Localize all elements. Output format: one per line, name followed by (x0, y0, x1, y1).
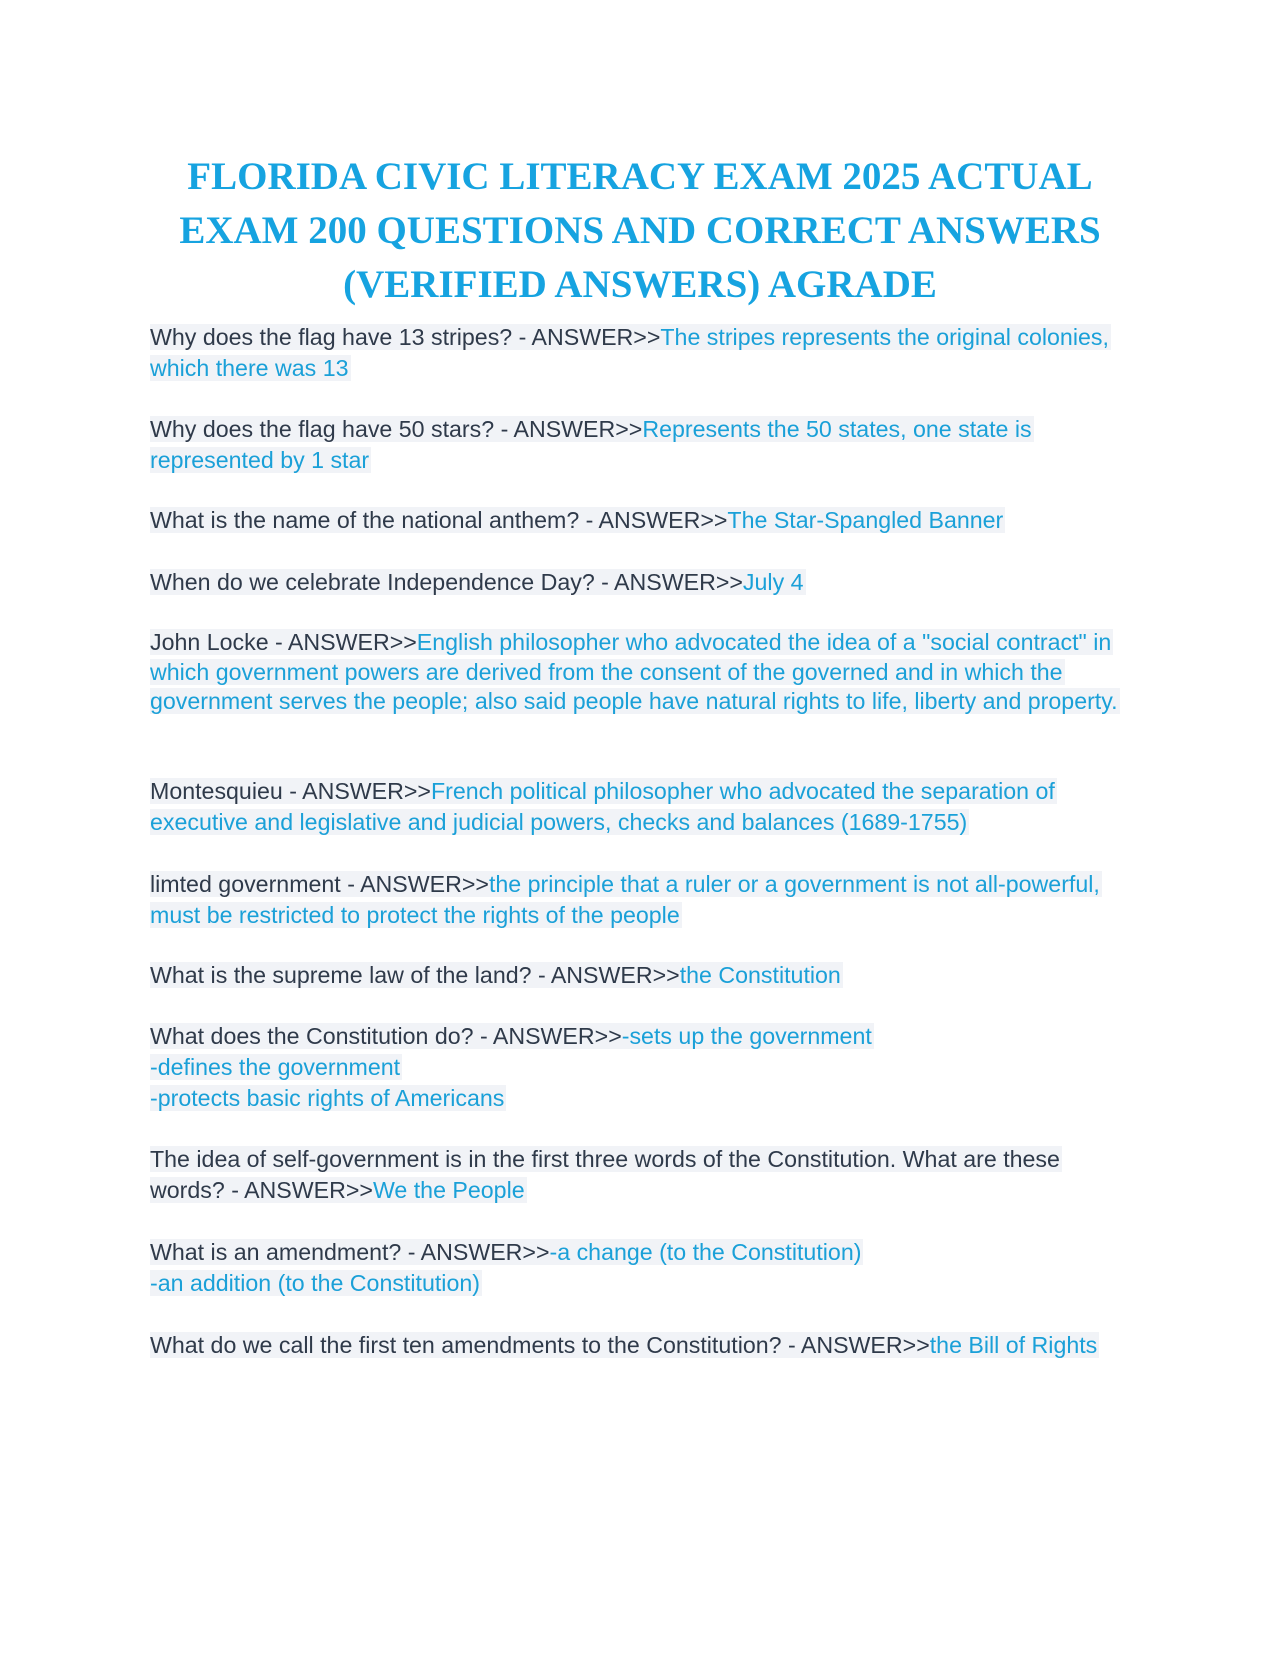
answer-text: French political philosopher who advocated the separation of executive and legislative and judicial powers, checks and balances (1689-1755) (150, 778, 1055, 835)
qa-item-constitution-purpose (150, 1021, 1140, 1114)
qa-item-amendment (150, 1237, 1140, 1299)
qa-item-flag-stars (150, 414, 1140, 476)
question-text: limted government (150, 871, 341, 897)
answer-marker: - ANSWER>> (340, 871, 489, 897)
question-text: When do we celebrate Independence Day? (150, 569, 595, 595)
question-text: What does the Constitution do? (150, 1023, 474, 1049)
qa-highlight (150, 324, 1111, 381)
answer-marker: - ANSWER>> (512, 324, 661, 350)
answer-text: July 4 (742, 569, 804, 595)
qa-item-self-government (150, 1144, 1140, 1206)
answer-text: The stripes represents the original colonies, which there was 13 (150, 324, 1109, 381)
qa-highlight (150, 629, 1120, 714)
answer-marker: - ANSWER>> (594, 569, 743, 595)
answer-marker: - ANSWER>> (531, 962, 680, 988)
answer-text: English philosopher who advocated the idea of a "social contract" in which government powers are derived from the consent of the governed and in which the government serves the people; also said people have natural rights to life, liberty and property. (150, 629, 1118, 714)
answer-text: the Constitution (679, 962, 841, 988)
qa-highlight (150, 962, 843, 988)
answer-marker: - ANSWER>> (579, 507, 728, 533)
answer-marker: - ANSWER>> (781, 1332, 930, 1358)
question-text: Montesquieu (150, 778, 283, 804)
qa-item-independence-day (150, 567, 1140, 598)
qa-highlight (150, 1023, 874, 1111)
document-title: FLORIDA CIVIC LITERACY EXAM 2025 ACTUAL EXAM 200 QUESTIONS AND CORRECT ANSWERS (VERIFIED ANSWERS) AGRADE (179, 155, 1101, 306)
qa-highlight (150, 1146, 1062, 1203)
answer-marker: - ANSWER>> (268, 629, 417, 655)
qa-item-national-anthem (150, 505, 1140, 536)
qa-highlight (150, 1239, 863, 1296)
answer-text: -sets up the government -defines the government -protects basic rights of Americans (150, 1023, 872, 1111)
answer-marker: - ANSWER>> (224, 1177, 373, 1203)
answer-text: the Bill of Rights (929, 1332, 1098, 1358)
question-text: What is the name of the national anthem? (150, 507, 580, 533)
question-text: Why does the flag have 13 stripes? (150, 324, 513, 350)
answer-marker: - ANSWER>> (494, 416, 643, 442)
answer-text: -a change (to the Constitution) -an addition (to the Constitution) (150, 1239, 862, 1296)
answer-text: the principle that a ruler or a government is not all-powerful, must be restricted to protect the rights of the people (150, 871, 1100, 928)
answer-text: The Star-Spangled Banner (727, 507, 1004, 533)
question-text: John Locke (150, 629, 269, 655)
answer-marker: - ANSWER>> (282, 778, 431, 804)
qa-highlight (150, 569, 806, 595)
question-text: What do we call the first ten amendments to the Constitution? (150, 1332, 782, 1358)
qa-highlight (150, 1332, 1099, 1358)
qa-item-john-locke (150, 628, 1140, 717)
qa-item-limited-government (150, 869, 1140, 931)
answer-marker: - ANSWER>> (401, 1239, 550, 1265)
qa-item-supreme-law (150, 960, 1140, 991)
qa-highlight (150, 416, 1034, 473)
question-text: Why does the flag have 50 stars? (150, 416, 495, 442)
qa-item-bill-of-rights (150, 1330, 1140, 1361)
question-text: What is an amendment? (150, 1239, 402, 1265)
qa-highlight (150, 871, 1102, 928)
question-text: The idea of self-government is in the first three words of the Constitution. What are these words? (150, 1146, 1060, 1203)
qa-item-flag-stripes (150, 322, 1140, 384)
qa-highlight (150, 778, 1057, 835)
answer-marker: - ANSWER>> (473, 1023, 622, 1049)
qa-highlight (150, 507, 1005, 533)
answer-text: Represents the 50 states, one state is represented by 1 star (150, 416, 1032, 473)
answer-text: We the People (372, 1177, 525, 1203)
qa-item-montesquieu (150, 776, 1140, 838)
question-text: What is the supreme law of the land? (150, 962, 532, 988)
